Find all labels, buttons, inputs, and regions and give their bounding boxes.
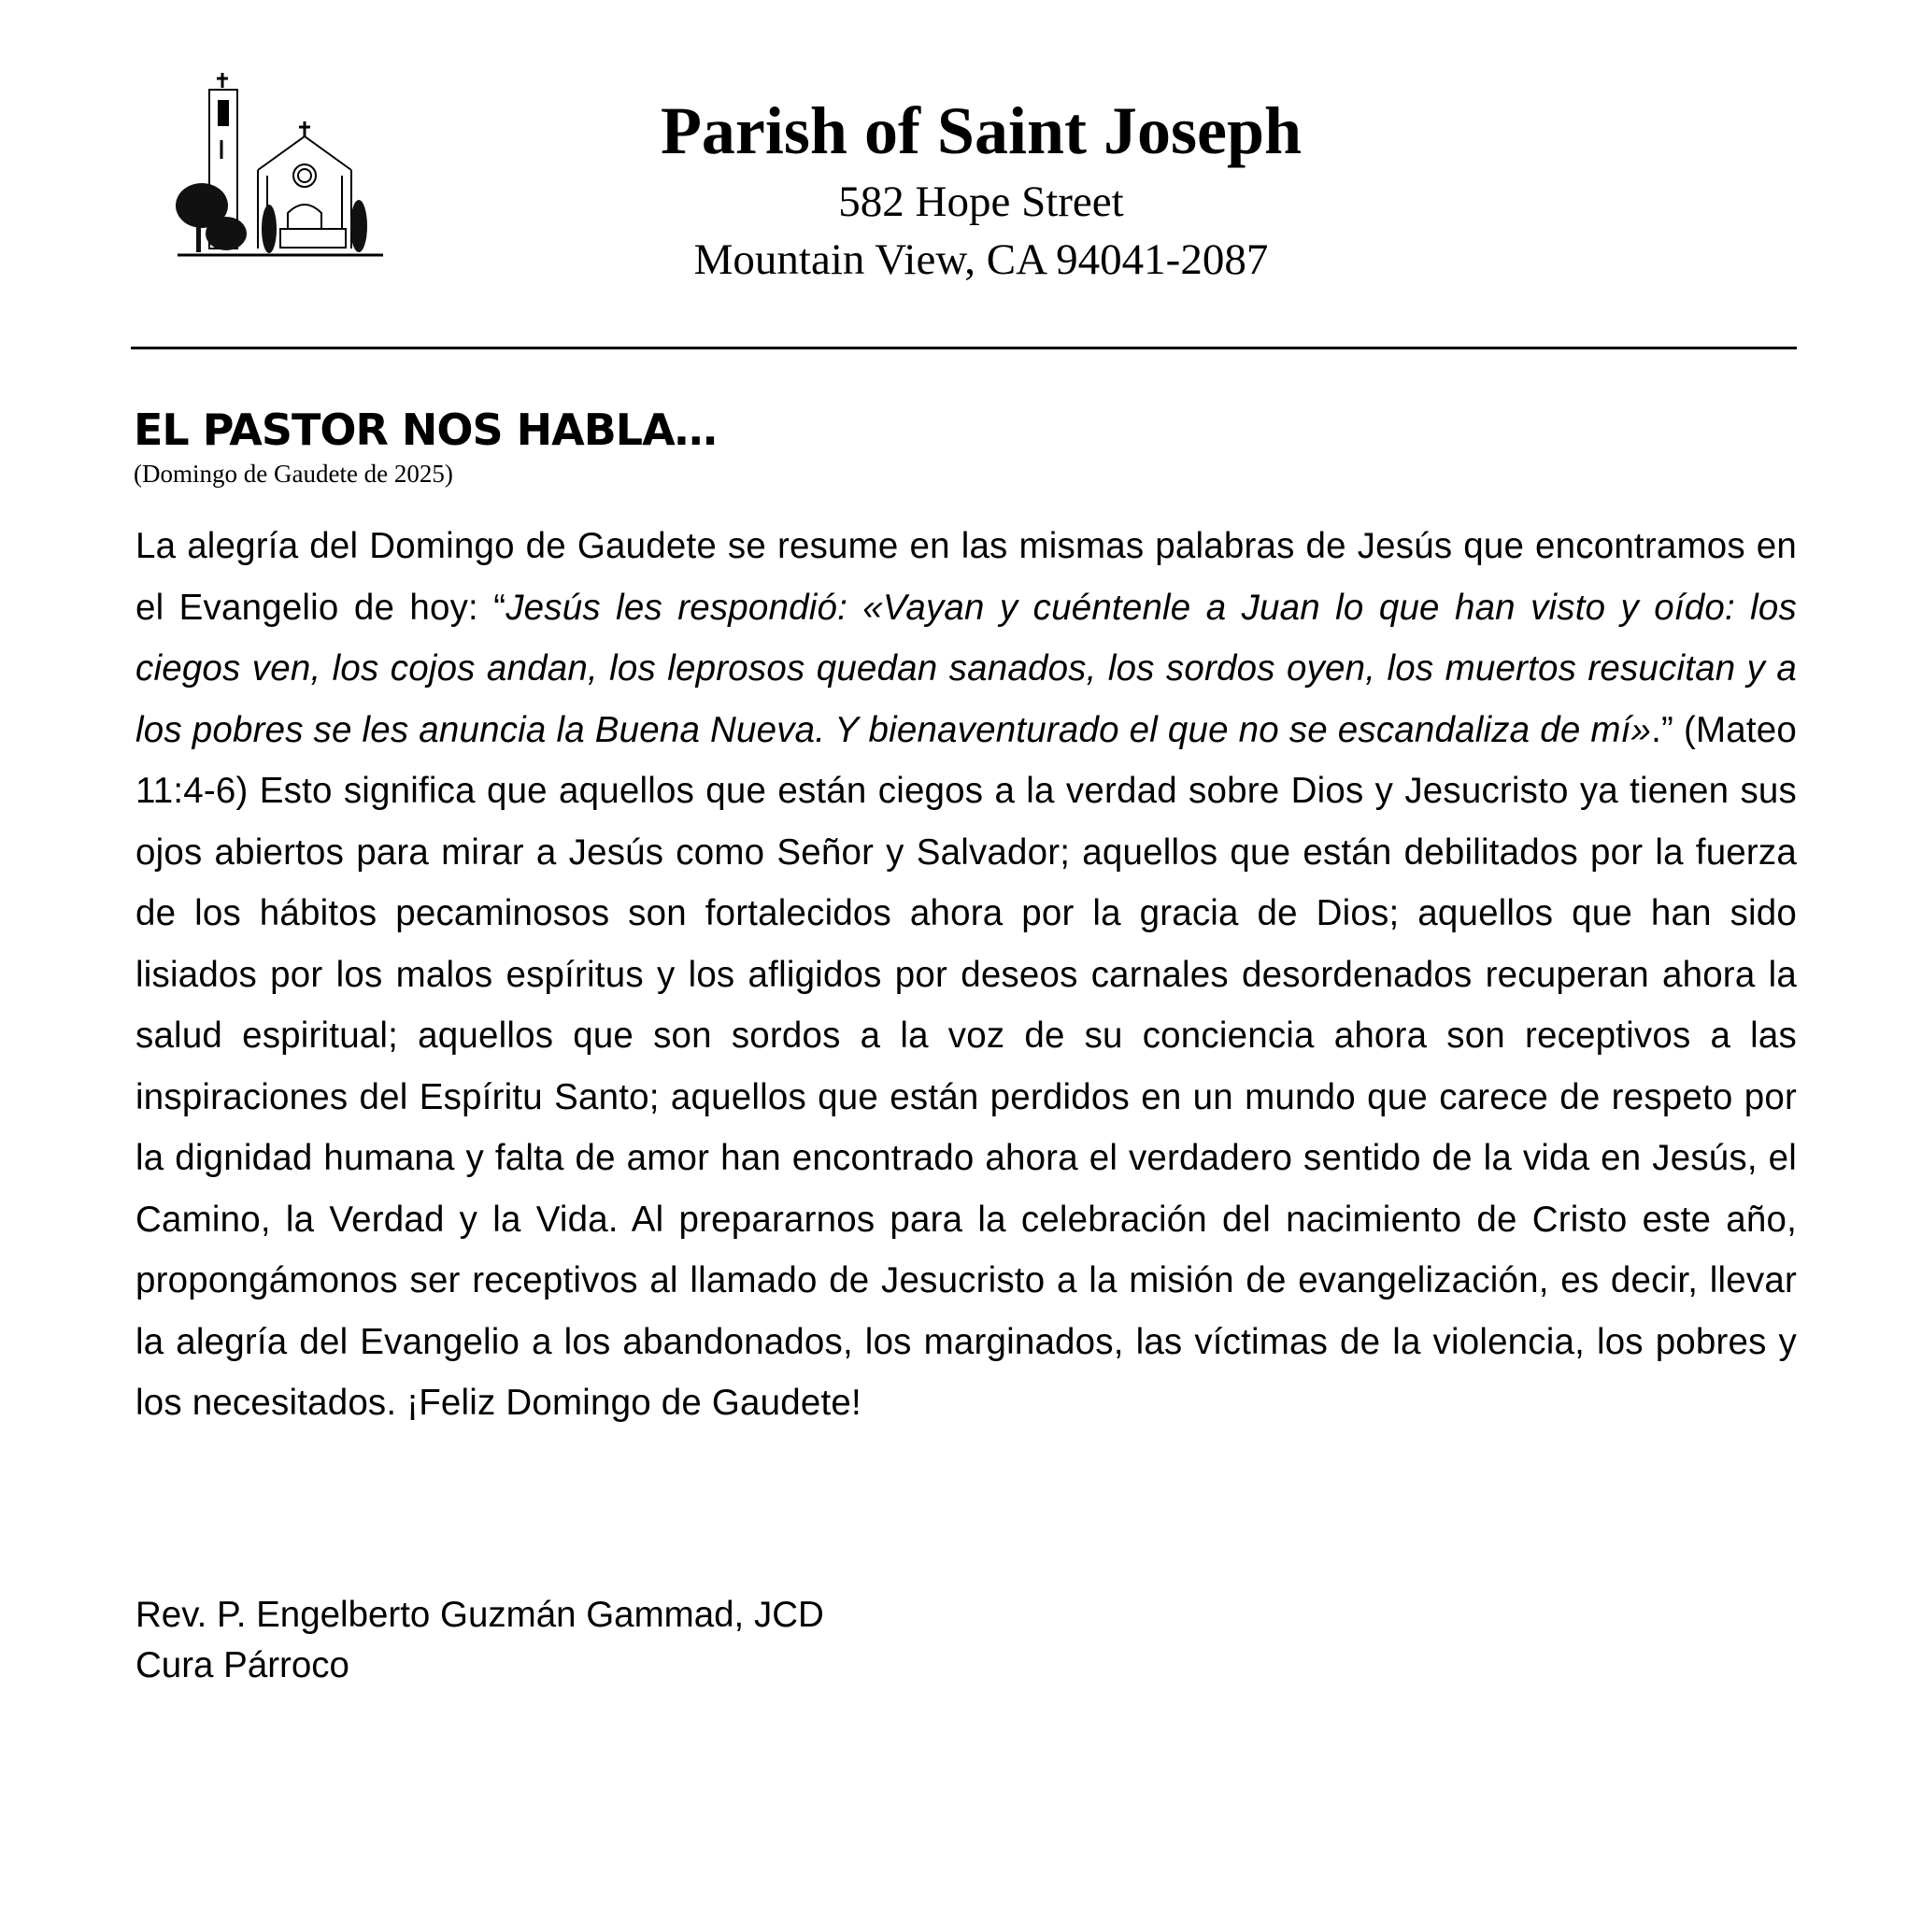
article-body [135, 516, 1797, 1434]
parish-title: Parish of Saint Joseph [660, 93, 1303, 168]
quote-close: .” [1651, 709, 1684, 750]
signature [135, 1590, 824, 1691]
parish-header [523, 89, 1439, 289]
address-city: Mountain View, CA 94041-2087 [693, 235, 1269, 284]
signature-name: Rev. P. Engelberto Guzmán Gammad, JCD [135, 1595, 824, 1635]
body-text: (Mateo 11:4-6) Esto significa que aquellos que están ciegos a la verdad sobre Dios y Jesucristo ya tienen sus ojos abiertos para mirar a Jesús como Señor y Salvador; aquellos que están debilitados por la fuerza de los hábitos pecaminosos son fortalecidos ahora por la gracia de Dios; aquellos que han sido lisiados por los malos espíritus y los afligidos por deseos carnales desordenados recuperan ahora la salud espiritual; aquellos que son sordos a la voz de su conciencia ahora son receptivos a las inspiraciones del Espíritu Santo; aquellos que están perdidos en un mundo que carece de respeto por la dignidad humana y falta de amor han encontrado ahora el verdadero sentido de la vida en Jesús, el Camino, la Verdad y la Vida. Al prepararnos para la celebración del nacimiento de Cristo este año, propongámonos ser receptivos al llamado de Jesucristo a la misión de evangelización, es decir, llevar la alegría del Evangelio a los abandonados, los marginados, las víctimas de la violencia, los pobres y los necesitados. ¡Feliz Domingo de Gaudete! [135, 709, 1797, 1423]
article-subheading: (Domingo de Gaudete de 2025) [134, 460, 453, 488]
gospel-quote: Jesús les respondió: «Vayan y cuéntenle a Juan lo que han visto y oído: los ciegos ven, los cojos andan, los leprosos quedan sanados, los sordos oyen, los muertos resucitan y a los pobres se les anuncia la Buena Nueva. Y bienaventurado el que no se escandaliza de mí» [135, 587, 1797, 750]
church-icon [168, 65, 392, 271]
article-heading: EL PASTOR NOS HABLA… [134, 405, 717, 455]
signature-title: Cura Párroco [135, 1645, 349, 1685]
address-street: 582 Hope Street [838, 178, 1124, 226]
header-divider [131, 347, 1797, 349]
church-logo-icon [168, 65, 392, 271]
body-intro: La alegría del Domingo de Gaudete se resume en las mismas palabras de Jesús que encontramos en el Evangelio de hoy: “ [135, 526, 1797, 628]
